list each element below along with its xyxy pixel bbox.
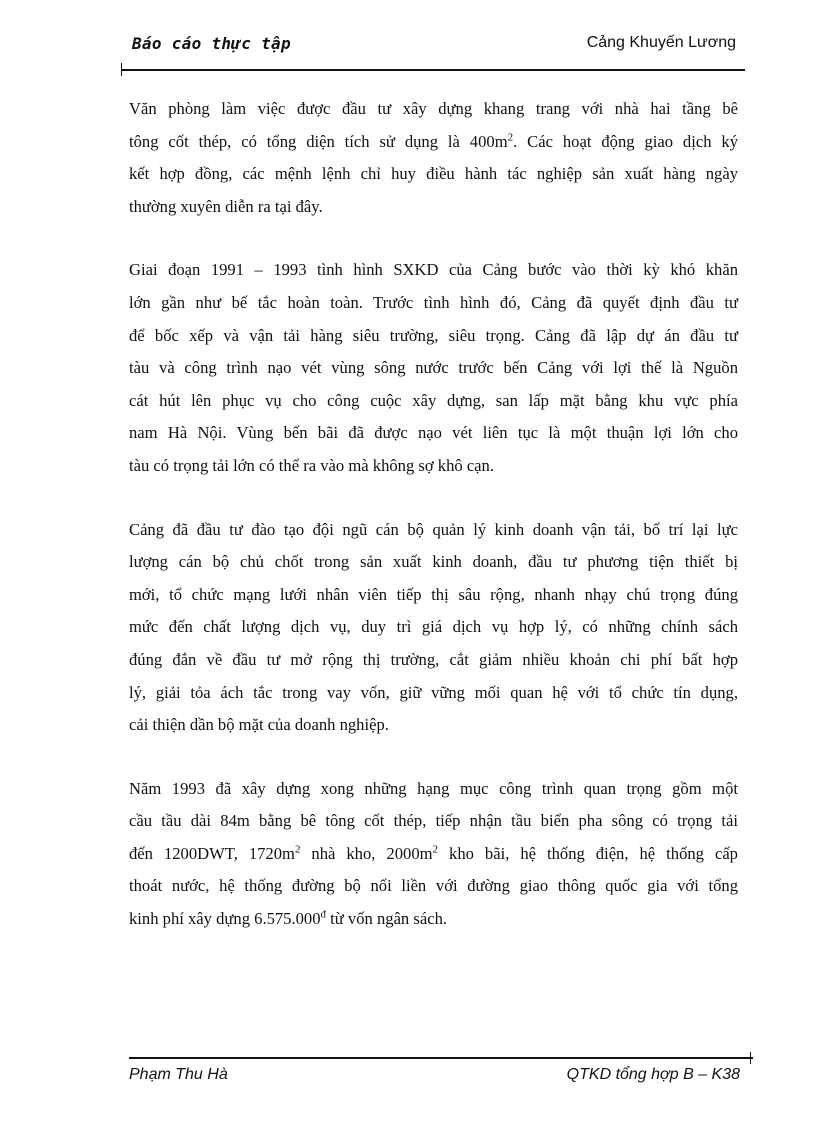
text-segment: từ vốn ngân sách. [326,909,448,929]
text-line [129,903,738,936]
text-line: Giai đoạn 1991 – 1993 tình hình SXKD của Cảng bước vào thời kỳ khó khăn [129,260,738,280]
text-line: thường xuyên diễn ra tại đây. [129,196,323,216]
text-line: cải thiện dần bộ mặt của doanh nghiệp. [129,715,389,735]
text-line: Năm 1993 đã xây dựng xong những hạng mục công trình quan trọng gồm một [129,778,738,798]
superscript: đ [320,908,327,921]
text-line: tàu có trọng tải lớn có thể ra vào mà không sợ khô cạn. [129,455,494,475]
footer-author: Phạm Thu Hà [129,1066,228,1083]
text-segment: tông cốt thép, có tổng diện tích sử dụng là 400m [129,131,508,151]
text-segment: nhà kho, 2000m [300,843,433,863]
footer-rule [129,1057,753,1059]
superscript: 2 [507,131,514,144]
footer-class: QTKD tổng hợp B – K38 [566,1066,740,1083]
page-header [120,32,744,58]
header-report-title: Báo cáo thực tập [132,34,291,53]
header-rule [121,69,745,71]
text-line [129,838,738,871]
document-body [129,93,738,967]
text-line: Cảng đã đầu tư đào tạo đội ngũ cán bộ quản lý kinh doanh vận tải, bố trí lại lực [129,519,738,539]
text-line: đúng đắn về đầu tư mở rộng thị trường, cắt giảm nhiều khoản chi phí bất hợp [129,649,738,669]
text-segment: đến 1200DWT, 1720m [129,843,295,863]
text-line: tàu và công trình nạo vét vùng sông nước trước bến Cảng với lợi thế là Nguồn [129,358,738,378]
text-line: lý, giải tỏa ách tắc trong vay vốn, giữ vững mối quan hệ với tổ chức tín dụng, [129,682,738,702]
text-segment: kho bãi, hệ thống điện, hệ thống cấp [438,843,738,863]
paragraph-training-investment [129,514,738,742]
text-line: lượng cán bộ chủ chốt trong sản xuất kinh doanh, đầu tư phương tiện thiết bị [129,552,738,572]
text-line: mức đến chất lượng dịch vụ, duy trì giá dịch vụ hợp lý, có những chính sách [129,617,738,637]
text-line: nam Hà Nội. Vùng bến bãi đã được nạo vét liên tục là một thuận lợi lớn cho [129,423,738,443]
text-line: lớn gần như bế tắc hoàn toàn. Trước tình hình đó, Cảng đã quyết định đầu tư [129,292,738,312]
text-segment: . Các hoạt động giao dịch ký [513,131,738,151]
text-line: mới, tổ chức mạng lưới nhân viên tiếp thị sâu rộng, nhanh nhạy chú trọng đúng [129,584,738,604]
text-line: để bốc xếp và vận tải hàng siêu trường, siêu trọng. Cảng đã lập dự án đầu tư [129,325,738,345]
paragraph-construction-1993 [129,773,738,936]
paragraph-period-1991-1993 [129,254,738,482]
text-line: thoát nước, hệ thống đường bộ nối liền với đường giao thông quốc gia với tổng [129,876,738,896]
footer-rule-tick [750,1052,751,1064]
text-line: cát hút lên phục vụ cho công cuộc xây dựng, san lấp mặt bằng khu vực phía [129,390,738,410]
superscript: 2 [294,843,301,856]
text-segment: kinh phí xây dựng 6.575.000 [129,909,321,929]
text-line: cầu tầu dài 84m bằng bê tông cốt thép, tiếp nhận tầu biển pha sông có trọng tải [129,811,738,831]
text-line [129,126,738,159]
superscript: 2 [432,843,439,856]
text-line: kết hợp đồng, các mệnh lệnh chỉ huy điều hành tác nghiệp sản xuất hàng ngày [129,164,738,184]
header-company-name: Cảng Khuyến Lương [586,34,736,51]
paragraph-office [129,93,738,223]
text-line: Văn phòng làm việc được đầu tư xây dựng khang trang với nhà hai tầng bê [129,99,738,118]
